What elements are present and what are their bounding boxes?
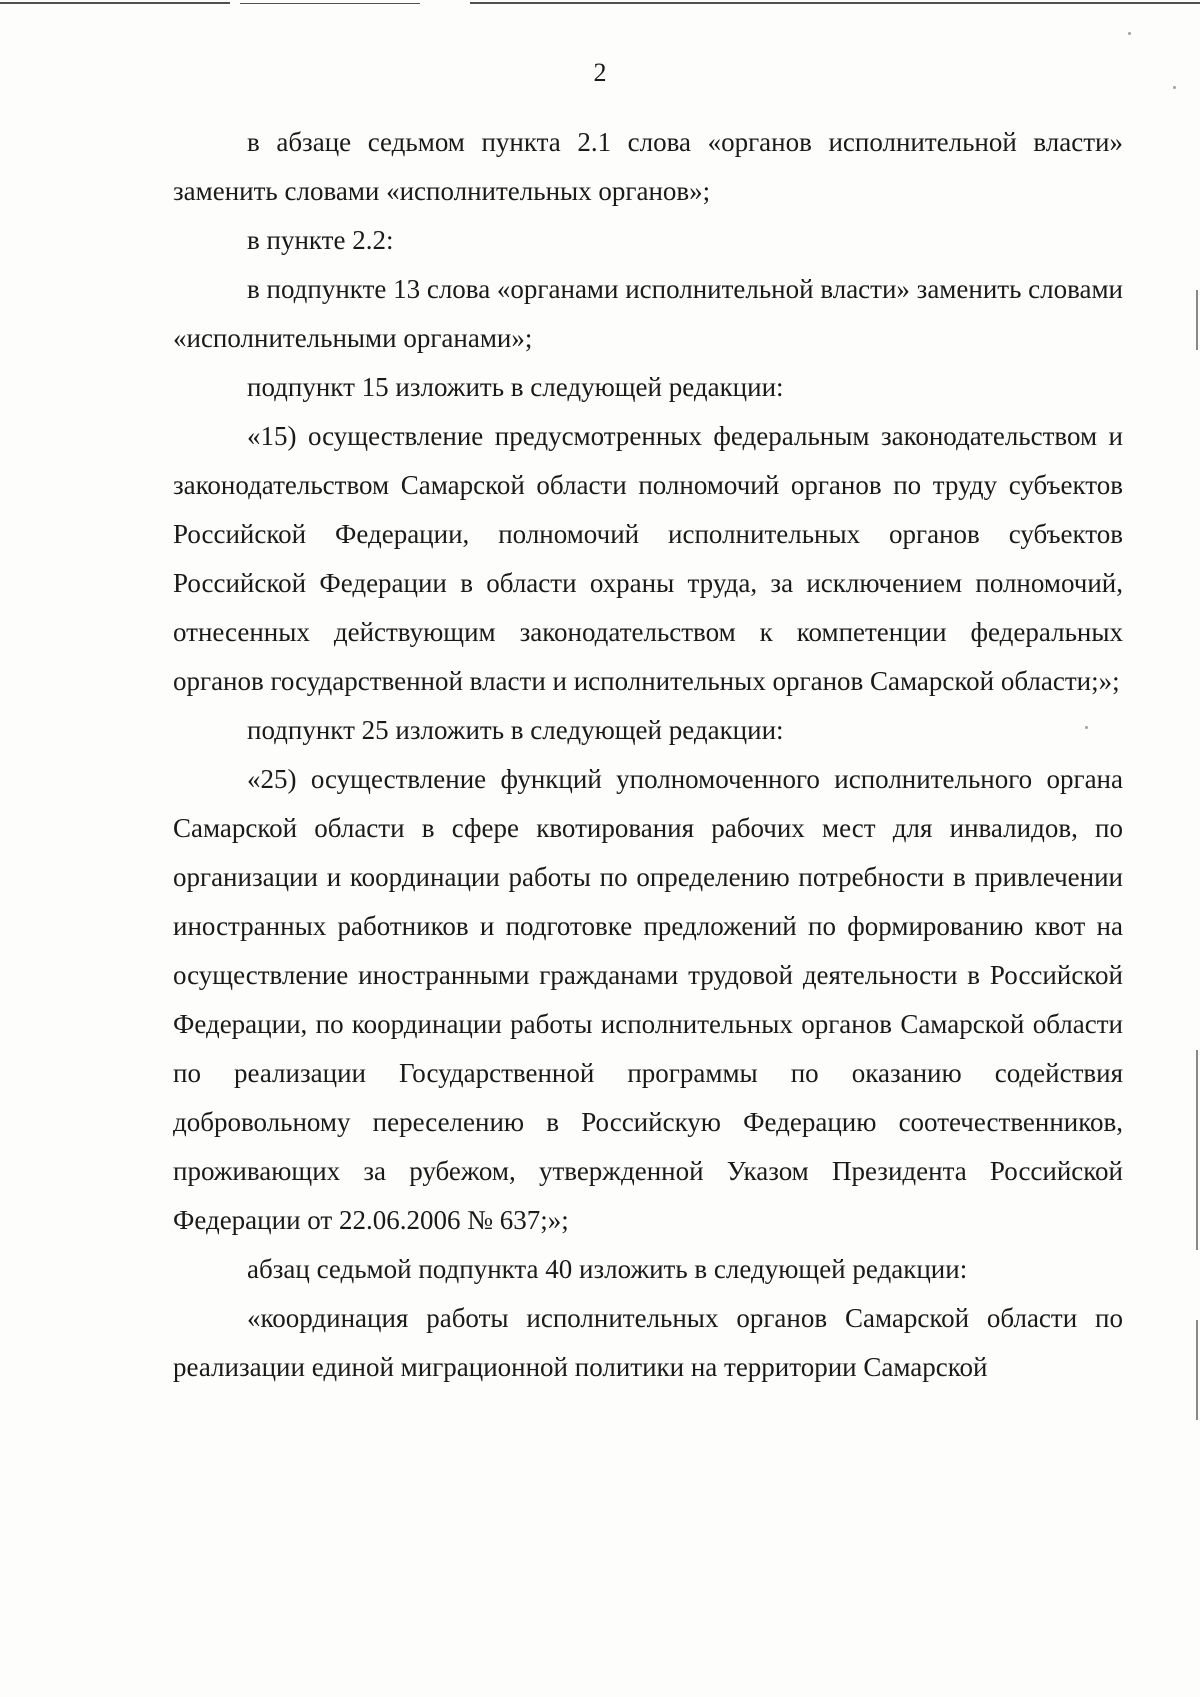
scan-artifact-top-line-mid (240, 3, 420, 4)
paragraph: «15) осуществление предусмотренных федеральным законодательством и законодательством Самарской области полномочий органов по труду субъектов Российской Федерации, полномочий исполнительных органов субъектов Российской Федерации в области охраны труда, за исключением полномочий, отнесенных действующим законодательством к компетенции федеральных органов государственной власти и исполнительных органов Самарской области;»; (173, 421, 1123, 696)
scan-artifact-right-edge-2 (1196, 1050, 1198, 1250)
scan-artifact-right-edge-3 (1196, 1320, 1198, 1420)
scan-artifact-right-edge-1 (1196, 290, 1198, 350)
paragraph: подпункт 15 изложить в следующей редакции: (247, 372, 784, 402)
paragraph: абзац седьмой подпункта 40 изложить в следующей редакции: (247, 1254, 968, 1284)
document-body (173, 118, 1123, 1392)
paragraph: в подпункте 13 слова «органами исполнительной власти» заменить словами «исполнительными органами»; (173, 274, 1124, 353)
paragraph: «25) осуществление функций уполномоченного исполнительного органа Самарской области в сфере квотирования рабочих мест для инвалидов, по организации и координации работы по определению потребности в привлечении иностранных работников и подготовке предложений по формированию квот на осуществление иностранными гражданами трудовой деятельности в Российской Федерации, по координации работы исполнительных органов Самарской области по реализации Государственной программы по оказанию содействия добровольному переселению в Российскую Федерацию соотечественников, проживающих за рубежом, утвержденной Указом Президента Российской Федерации от 22.06.2006 № 637;»; (173, 764, 1123, 1235)
paragraph: «координация работы исполнительных органов Самарской области по реализации единой миграционной политики на территории Самарской (173, 1303, 1123, 1382)
paragraph: в пункте 2.2: (247, 225, 394, 255)
paragraph: в абзаце седьмом пункта 2.1 слова «органов исполнительной власти» заменить словами «исполнительных органов»; (173, 127, 1123, 206)
scan-artifact-top-line-right (470, 2, 1200, 4)
paragraph: подпункт 25 изложить в следующей редакции: (247, 715, 784, 745)
page-number: 2 (593, 58, 607, 87)
scan-artifact-speck (1128, 32, 1131, 35)
scan-artifact-top-line-left (0, 2, 230, 4)
